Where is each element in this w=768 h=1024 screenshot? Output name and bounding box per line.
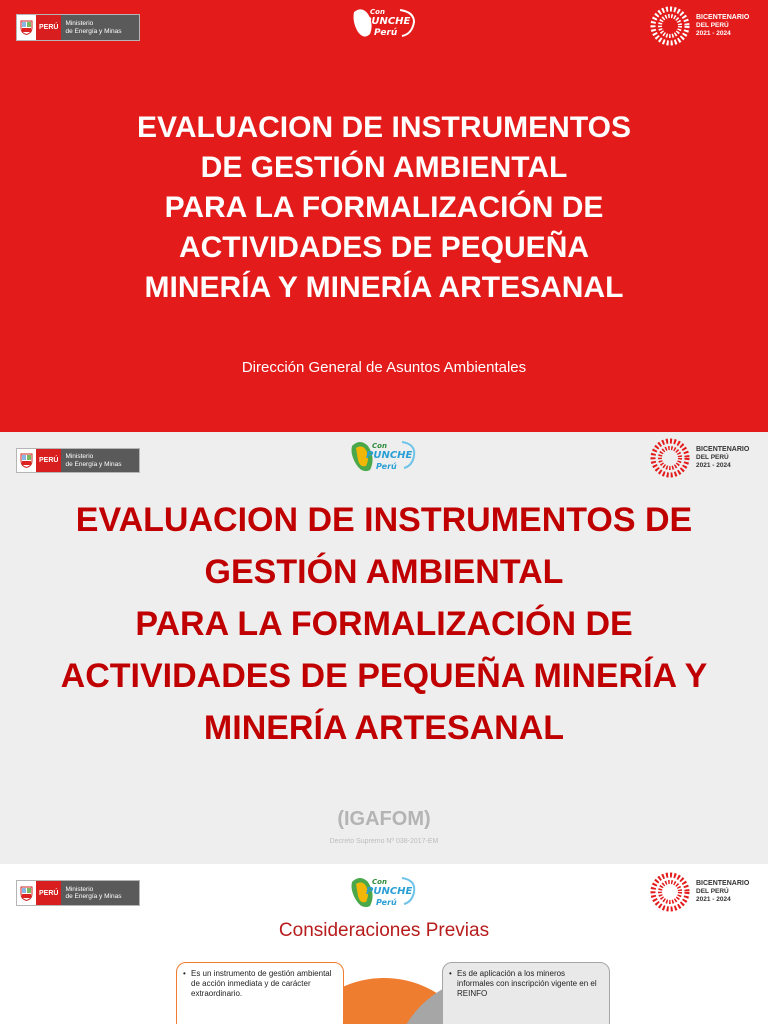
minem-name xyxy=(61,881,139,905)
bicentenario-sun-icon xyxy=(650,6,690,46)
slide2-title: EVALUACION DE INSTRUMENTOS DE GESTIÓN AMBIENTAL PARA LA FORMALIZACIÓN DE ACTIVIDADES DE PEQUEÑA MINERÍA Y MINERÍA ARTESANAL xyxy=(60,501,708,747)
left-info-card xyxy=(176,962,344,1024)
peru-shield-icon xyxy=(17,15,36,40)
punche-peru: Perú xyxy=(376,462,397,471)
punche-con: Con xyxy=(372,442,387,450)
bicentenario-text xyxy=(696,14,749,38)
slide2-acronym: (IGAFOM) xyxy=(337,808,431,830)
minem-logo xyxy=(16,448,140,473)
minem-name-line1: Ministerio xyxy=(65,20,94,27)
bicent-line2: DEL PERÚ xyxy=(696,888,729,895)
minem-name-line2: de Energía y Minas xyxy=(65,893,122,900)
right-card-text: Es de aplicación a los mineros informales con inscripción vigente en el REINFO xyxy=(457,969,597,998)
bicentenario-logo xyxy=(650,6,749,46)
minem-name-line1: Ministerio xyxy=(65,453,94,460)
con-punche-peru-logo xyxy=(348,4,420,44)
punche-peru: Perú xyxy=(376,898,397,907)
minem-name-line1: Ministerio xyxy=(65,885,94,893)
bicent-line2: DEL PERÚ xyxy=(696,454,729,461)
title-slide-red xyxy=(0,0,768,432)
minem-peru-label: PERÚ xyxy=(36,15,61,40)
bicent-line1: BICENTENARIO xyxy=(696,446,750,453)
bicentenario-text xyxy=(696,446,749,470)
bicentenario-text xyxy=(696,880,749,904)
slide1-subtitle: Dirección General de Asuntos Ambientales xyxy=(241,359,527,376)
slide1-title: EVALUACION DE INSTRUMENTOS DE GESTIÓN AMBIENTAL PARA LA FORMALIZACIÓN DE ACTIVIDADES DE PEQUEÑA MINERÍA Y MINERÍA ARTESANAL xyxy=(137,111,631,304)
con-punche-peru-logo xyxy=(348,436,420,476)
punche-peru: Perú xyxy=(374,28,398,38)
bicentenario-logo xyxy=(650,872,749,912)
bicent-line1: BICENTENARIO xyxy=(696,14,750,21)
minem-peru-label: PERÚ xyxy=(36,881,61,905)
punche-word: PUNCHE xyxy=(364,16,411,27)
peru-shield-icon xyxy=(17,881,36,905)
right-info-card xyxy=(442,962,610,1024)
bicentenario-sun-icon xyxy=(650,872,690,912)
bicentenario-logo xyxy=(650,438,749,478)
punche-word: PUNCHE xyxy=(366,886,413,897)
bicent-line3: 2021 - 2024 xyxy=(696,30,731,37)
minem-logo xyxy=(16,880,140,906)
bicent-line1: BICENTENARIO xyxy=(696,880,750,887)
minem-name-line2: de Energía y Minas xyxy=(65,460,122,468)
peru-shield-icon xyxy=(17,449,36,472)
con-punche-peru-logo xyxy=(348,872,420,912)
minem-name xyxy=(61,449,139,472)
punche-word: PUNCHE xyxy=(366,450,413,461)
minem-name-line2: de Energía y Minas xyxy=(65,27,122,35)
punche-con: Con xyxy=(372,878,387,886)
considerations-heading: Consideraciones Previas xyxy=(278,920,490,941)
bicent-line3: 2021 - 2024 xyxy=(696,896,731,903)
slide2-decree: Decreto Supremo Nº 038-2017-EM xyxy=(329,838,439,845)
minem-logo xyxy=(16,14,140,41)
bicent-line2: DEL PERÚ xyxy=(696,22,729,29)
title-slide-gray xyxy=(0,432,768,864)
punche-con: Con xyxy=(370,8,385,16)
minem-name xyxy=(61,15,139,40)
left-card-text: Es un instrumento de gestión ambiental de acción inmediata y de carácter extraordinario. xyxy=(191,969,332,998)
minem-peru-label: PERÚ xyxy=(36,449,61,472)
considerations-slide xyxy=(0,866,768,1024)
bicent-line3: 2021 - 2024 xyxy=(696,462,731,469)
bicentenario-sun-icon xyxy=(650,438,690,478)
